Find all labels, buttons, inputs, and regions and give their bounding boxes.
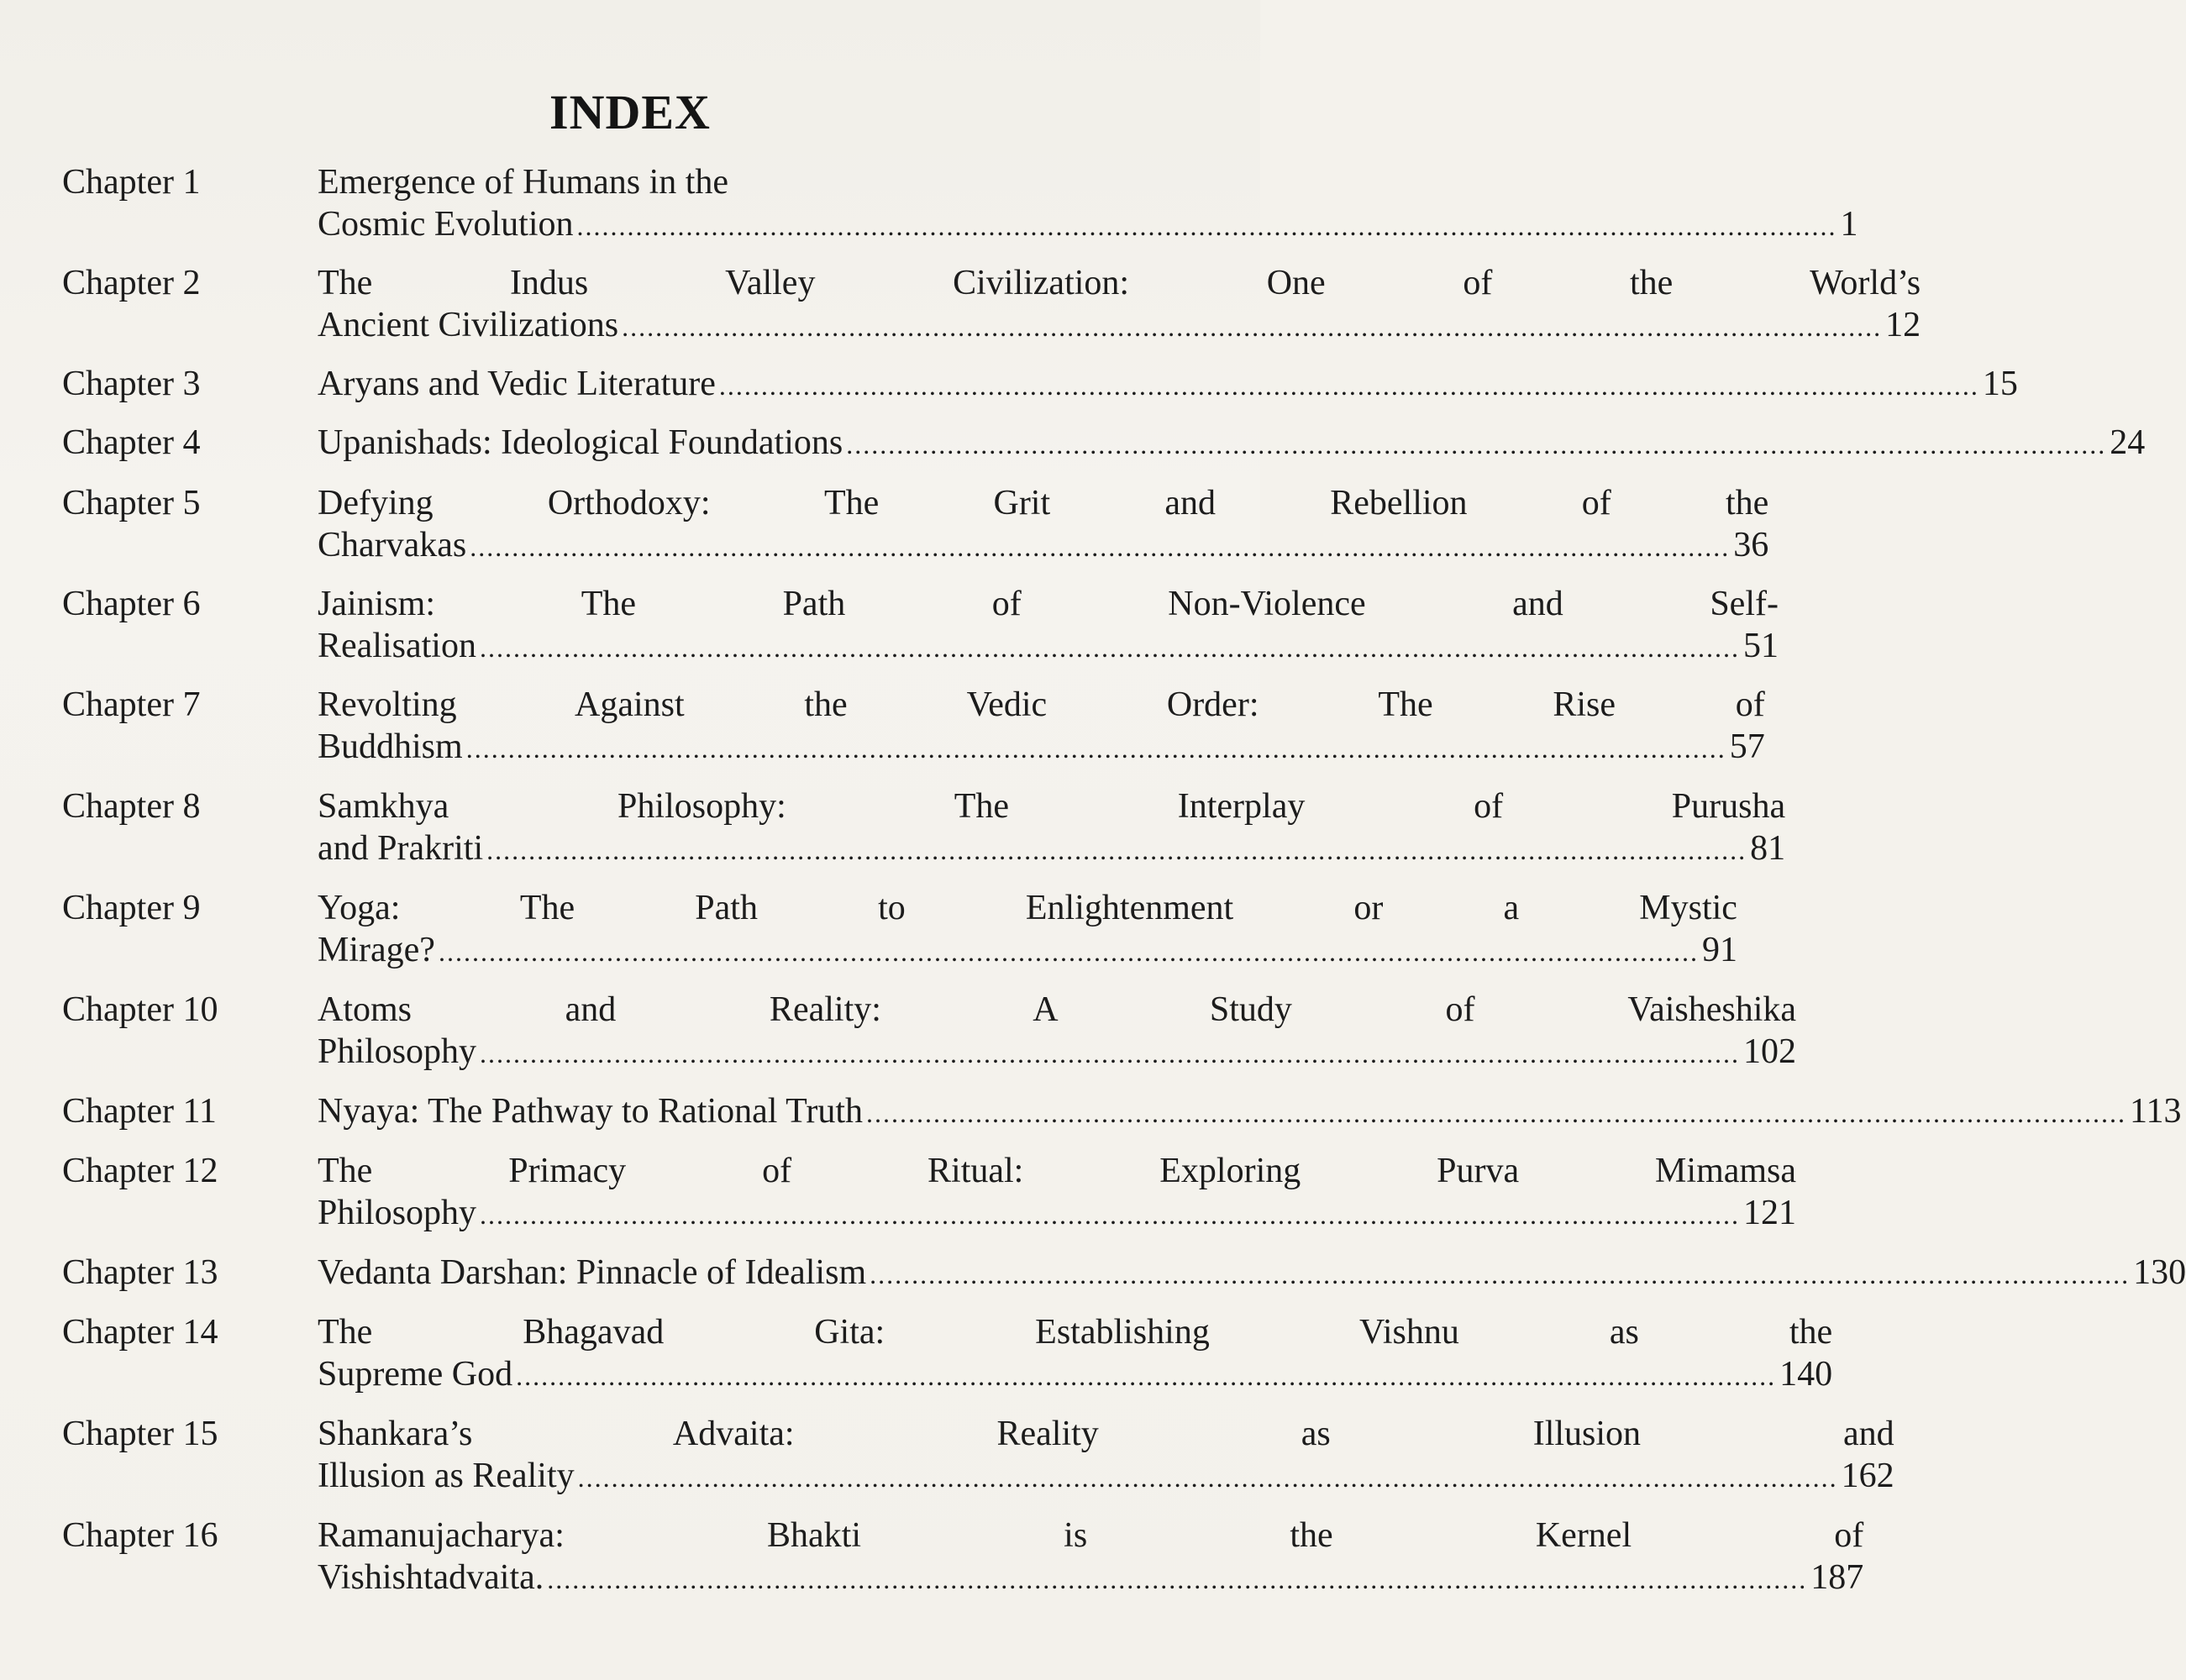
chapter-label: Chapter 8 (62, 787, 201, 826)
page-number: 57 (1729, 727, 1765, 766)
chapter-label: Chapter 12 (62, 1152, 218, 1190)
dot-leader (480, 1032, 1740, 1074)
chapter-label: Chapter 3 (62, 365, 201, 403)
chapter-title-line1: Jainism: The Path of Non-Violence and Self- (318, 585, 1779, 623)
chapter-title (318, 161, 1858, 247)
page-number: 121 (1743, 1194, 1797, 1232)
page-number: 102 (1743, 1032, 1797, 1071)
chapter-title-line2: Nyaya: The Pathway to Rational Truth (318, 1092, 864, 1131)
chapter-title (318, 684, 1765, 769)
page-number: 1 (1840, 205, 1858, 244)
chapter-title (318, 1150, 1796, 1236)
dot-leader (622, 306, 1882, 348)
chapter-title (318, 1515, 1863, 1600)
chapter-title-line2: and Prakriti (318, 829, 484, 868)
chapter-title-line2: Ancient Civilizations (318, 306, 619, 344)
page-number: 15 (1982, 365, 2018, 403)
chapter-title (318, 785, 1785, 871)
chapter-title-line1: Ramanujacharya: Bhakti is the Kernel of (318, 1516, 1864, 1555)
toc-entry-chapter-13 (62, 1252, 2186, 1295)
chapter-title-line2: Vishishtadvaita. (318, 1558, 544, 1597)
toc-entry-chapter-5 (62, 482, 1769, 568)
chapter-title-line2: Supreme God (318, 1355, 513, 1394)
toc-entry-chapter-7 (62, 684, 1765, 769)
chapter-label: Chapter 16 (62, 1516, 218, 1555)
chapter-title-line1: The Indus Valley Civilization: One of the World’s (318, 264, 1921, 302)
chapter-title-line2: Charvakas (318, 526, 467, 564)
chapter-title (318, 887, 1737, 973)
dot-leader (480, 627, 1740, 669)
chapter-label: Chapter 5 (62, 484, 201, 522)
page-number: 162 (1841, 1457, 1894, 1495)
chapter-label: Chapter 15 (62, 1415, 218, 1453)
toc-entry-chapter-12 (62, 1150, 1797, 1236)
chapter-label: Chapter 11 (62, 1092, 217, 1131)
page-number: 113 (2130, 1092, 2182, 1131)
dot-leader (486, 829, 1747, 871)
page-number: 81 (1750, 829, 1786, 868)
chapter-title (318, 363, 2018, 407)
dot-leader (470, 526, 1730, 568)
toc-entry-chapter-10 (62, 989, 1797, 1074)
chapter-title-line1: Samkhya Philosophy: The Interplay of Purusha (318, 787, 1786, 826)
toc-entry-chapter-15 (62, 1413, 1894, 1499)
dot-leader (516, 1355, 1776, 1397)
toc-entry-chapter-4 (62, 422, 2146, 465)
page-title: INDEX (549, 85, 711, 139)
toc-entry-chapter-3 (62, 363, 2018, 407)
page-number: 130 (2133, 1253, 2186, 1292)
chapter-title-line2: Cosmic Evolution (318, 205, 574, 244)
chapter-title (318, 422, 2145, 465)
chapter-label: Chapter 7 (62, 685, 201, 724)
chapter-title-line1: Yoga: The Path to Enlightenment or a Mystic (318, 889, 1737, 927)
toc-entry-chapter-2 (62, 262, 1921, 348)
dot-leader (480, 1194, 1740, 1236)
chapter-label: Chapter 6 (62, 585, 201, 623)
dot-leader (547, 1558, 1807, 1600)
chapter-label: Chapter 1 (62, 163, 201, 202)
chapter-label: Chapter 14 (62, 1313, 218, 1352)
chapter-title (318, 583, 1779, 669)
chapter-title (318, 989, 1796, 1074)
chapter-label: Chapter 9 (62, 889, 201, 927)
chapter-title-line2: Mirage? (318, 931, 435, 969)
chapter-title-line2: Upanishads: Ideological Foundations (318, 423, 843, 462)
chapter-title-line2: Buddhism (318, 727, 463, 766)
chapter-title (318, 482, 1768, 568)
page-number: 140 (1779, 1355, 1833, 1394)
page-number: 12 (1885, 306, 1921, 344)
toc-entry-chapter-11 (62, 1090, 2182, 1134)
toc-entry-chapter-14 (62, 1311, 1833, 1397)
chapter-title-line2: Philosophy (318, 1194, 477, 1232)
chapter-title-line2: Vedanta Darshan: Pinnacle of Idealism (318, 1253, 867, 1292)
toc-entry-chapter-16 (62, 1515, 1864, 1600)
page-number: 36 (1733, 526, 1769, 564)
chapter-title-line1: Revolting Against the Vedic Order: The Rise of (318, 685, 1765, 724)
chapter-title-line2: Philosophy (318, 1032, 477, 1071)
chapter-title-line1: The Primacy of Ritual: Exploring Purva Mimamsa (318, 1152, 1797, 1190)
toc-entry-chapter-1 (62, 161, 1858, 247)
chapter-title-line2: Aryans and Vedic Literature (318, 365, 716, 403)
chapter-label: Chapter 4 (62, 423, 201, 462)
chapter-title (318, 262, 1921, 348)
chapter-title-line2: Realisation (318, 627, 476, 665)
page-number: 187 (1810, 1558, 1864, 1597)
dot-leader (719, 365, 1979, 407)
chapter-title (318, 1090, 2181, 1134)
chapter-title (318, 1252, 2186, 1295)
chapter-title (318, 1413, 1894, 1499)
dot-leader (439, 931, 1699, 973)
chapter-title-line1: Emergence of Humans in the (318, 163, 729, 202)
dot-leader (466, 727, 1726, 769)
chapter-title-line2: Illusion as Reality (318, 1457, 575, 1495)
dot-leader (578, 1457, 1838, 1499)
dot-leader (846, 423, 2106, 465)
chapter-label: Chapter 13 (62, 1253, 218, 1292)
toc-entry-chapter-9 (62, 887, 1737, 973)
page-number: 51 (1742, 627, 1779, 665)
chapter-title-line1: Defying Orthodoxy: The Grit and Rebellion of the (318, 484, 1769, 522)
chapter-title-line1: The Bhagavad Gita: Establishing Vishnu as the (318, 1313, 1833, 1352)
page-number: 24 (2110, 423, 2146, 462)
chapter-label: Chapter 10 (62, 990, 218, 1029)
chapter-title-line1: Shankara’s Advaita: Reality as Illusion and (318, 1415, 1894, 1453)
dot-leader (866, 1092, 2126, 1134)
toc-entry-chapter-8 (62, 785, 1786, 871)
dot-leader (870, 1253, 2130, 1295)
chapter-title-line1: Atoms and Reality: A Study of Vaisheshika (318, 990, 1797, 1029)
chapter-label: Chapter 2 (62, 264, 201, 302)
chapter-title (318, 1311, 1832, 1397)
dot-leader (577, 205, 1837, 247)
page-number: 91 (1701, 931, 1737, 969)
toc-entry-chapter-6 (62, 583, 1779, 669)
